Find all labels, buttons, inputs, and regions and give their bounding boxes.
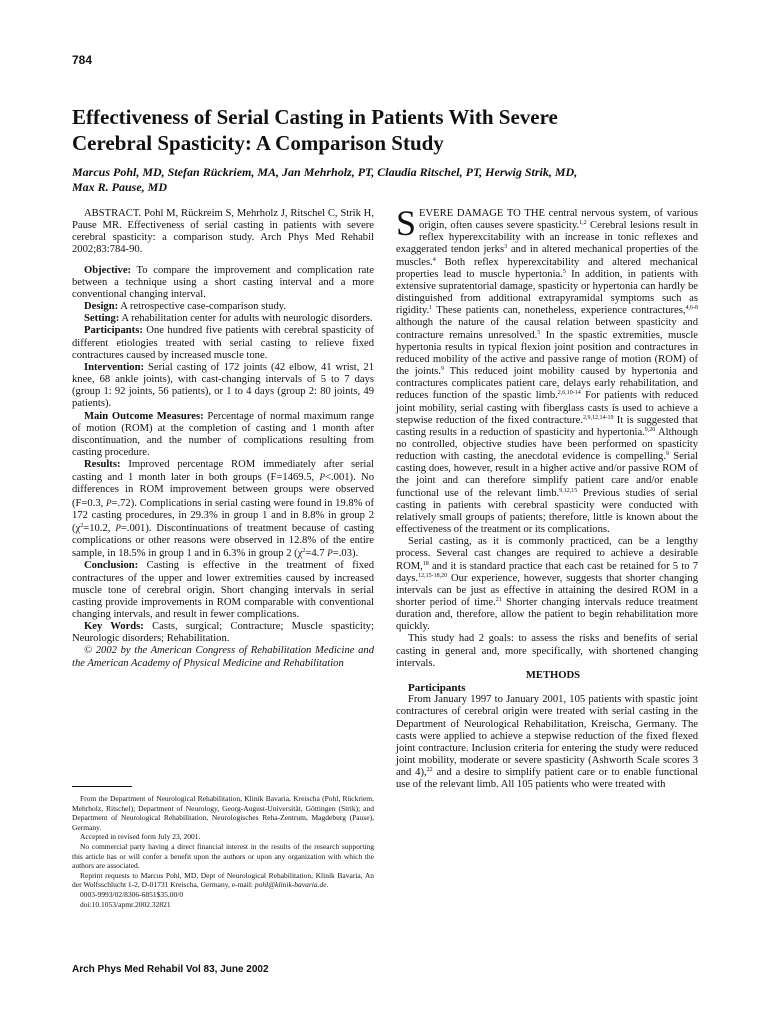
reference: 22 bbox=[426, 767, 433, 774]
intro-text: These patients can, nonetheless, experience contractures, bbox=[432, 305, 686, 317]
reprints-text: Reprint requests to Marcus Pohl, MD, Dept of Neurological Rehabilitation, Klinik Bavaria, An der Wolfsschlucht 1-2, D-01731 Kreischa, Germany, e-mail: bbox=[72, 870, 374, 890]
intro-text: and it is standard practice that each cast be retained for 5 to 7 days. bbox=[396, 560, 698, 584]
abstract-outcome-measures bbox=[72, 411, 374, 460]
setting-text: A rehabilitation center for adults with neurologic disorders. bbox=[119, 313, 373, 325]
intro-text: Both reflex hyperexcitability and altered mechanical properties lead to muscle hypertonia. bbox=[396, 256, 698, 280]
p-symbol: P bbox=[115, 522, 121, 533]
reference: 2,9,12,14-19 bbox=[582, 414, 614, 421]
superscript: 2 bbox=[302, 548, 306, 555]
abstract-results bbox=[72, 459, 374, 560]
intro-text: and in altered mechanical properties of the muscles. bbox=[396, 244, 698, 268]
authors-line-2: Max R. Pause, MD bbox=[72, 180, 168, 194]
results-label: Results: bbox=[84, 459, 121, 471]
superscript: 2 bbox=[80, 522, 84, 529]
methods-text: From January 1997 to January 2001, 105 patients with spastic joint contractures of cerebral origin were treated with serial casting in the Department of Neurological Rehabilitation, Kreischa, Germany. The casts were applied to achieve a stepwise reduction of the fixed flexed joint contracture. Inclusion criteria for entering the study were reduced joint mobility, moderate or severe spasticity (Ashworth Scale scores 3 and 4), bbox=[396, 694, 698, 779]
reference: 9,20 bbox=[644, 426, 656, 433]
reference: 9 bbox=[666, 451, 669, 458]
participants-heading: Participants bbox=[408, 682, 466, 695]
results-text-6: =4.7 bbox=[305, 548, 328, 560]
abstract-setting bbox=[72, 313, 374, 325]
methods-paragraph-1 bbox=[396, 694, 698, 791]
participants-label: Participants: bbox=[84, 325, 143, 337]
reference: 9 bbox=[440, 366, 444, 373]
results-text-1: Improved percentage ROM immediately after serial casting and 1 month later in both groups (F=1469.5, bbox=[72, 459, 374, 484]
reference: 9,12,15 bbox=[559, 487, 578, 494]
authors-line-1: Marcus Pohl, MD, Stefan Rückriem, MA, Jan Mehrholz, PT, Claudia Ritschel, PT, Herwig Strik, MD, bbox=[72, 165, 578, 179]
intro-text: This reduced joint mobility caused by hypertonia and contractures complicates patient care, delays early rehabilitation, and reduces function of the spastic limb. bbox=[396, 366, 698, 402]
p-symbol: P bbox=[106, 497, 112, 508]
reference: 2,6,10-14 bbox=[557, 390, 581, 397]
journal-footer: Arch Phys Med Rehabil Vol 83, June 2002 bbox=[72, 964, 269, 975]
reference: 4 bbox=[432, 256, 436, 263]
results-text-2: <.001). No differences in ROM improvement between groups were observed (F=0.3, bbox=[72, 472, 374, 509]
intro-text: Serial casting does, however, result in a higher active and/or passive ROM of the joint and can therefore simplify patient care and/or enable functional use of the relevant limb. bbox=[396, 451, 698, 499]
design-text: A retrospective case-comparison study. bbox=[118, 301, 287, 313]
keywords-label: Key Words: bbox=[84, 621, 144, 633]
reference: 5 bbox=[537, 329, 541, 336]
abstract-participants bbox=[72, 325, 374, 361]
outcome-label: Main Outcome Measures: bbox=[84, 410, 204, 422]
intro-text: Our experience, however, suggests that shorter changing intervals can be just as effective in attaining the desired ROM in a shorter period of time. bbox=[396, 572, 698, 608]
intro-text: Shorter changing intervals reduce treatment duration and, therefore, allow the patient to begin rehabilitation more quickly. bbox=[396, 597, 698, 633]
results-text-7: =.03). bbox=[332, 548, 359, 560]
conclusion-text: Casting is effective in the treatment of fixed contractures of the upper and lower extremities caused by increased muscle tone of cerebral origin. Short changing intervals in serial casting provide improvements in ROM comparable with conventional changing intervals, and result in fewer complications. bbox=[72, 560, 374, 620]
intro-paragraph-3: This study had 2 goals: to assess the risks and benefits of serial casting in general and, more specifically, with shortened changing intervals. bbox=[396, 633, 698, 669]
participants-text: One hundred five patients with cerebral spasticity of different etiologies treated with serial casting to relieve fixed contractures caused by increased muscle tone. bbox=[72, 325, 374, 361]
footnote-conflict: No commercial party having a direct financial interest in the results of the research supporting this article has or will confer a benefit upon the authors or upon any organization with which the authors are associated. bbox=[72, 841, 374, 871]
results-text-3: =.72). Complications in serial casting were found in 19.8% of 172 casting procedures, in 29.3% in group 1 and in 8.8% in group 2 (χ bbox=[72, 497, 374, 534]
conclusion-label: Conclusion: bbox=[84, 560, 139, 572]
abstract-design bbox=[72, 301, 374, 313]
abstract-conclusion bbox=[72, 560, 374, 621]
abstract-column bbox=[72, 208, 374, 670]
abstract-intervention bbox=[72, 362, 374, 411]
keywords-text: Casts, surgical; Contracture; Muscle spasticity; Neurologic disorders; Rehabilitation. bbox=[72, 621, 375, 645]
intro-text: central nervous system, of various origin, often causes severe spasticity. bbox=[419, 208, 698, 232]
email-link[interactable]: pohl@klinik-bavaria.de. bbox=[254, 880, 329, 890]
objective-text: To compare the improvement and complication rate between a technique using a short casting interval and a more conventional changing interval. bbox=[72, 264, 374, 300]
footnotes bbox=[72, 794, 374, 909]
outcome-text: Percentage of normal maximum range of motion (ROM) at the completion of casting and 1 month after discontinuation, and the number of complications resulting from casting procedure. bbox=[72, 410, 374, 458]
reference: 5 bbox=[562, 268, 566, 275]
p-symbol: P bbox=[327, 548, 333, 559]
footnote-divider bbox=[72, 786, 132, 787]
results-text-4: =10.2, bbox=[83, 522, 116, 534]
author-list bbox=[72, 165, 702, 195]
reference: 21 bbox=[495, 597, 502, 603]
intro-text: In the spastic extremities, muscle hypertonia results in typical flexion joint position and contractures in reduced mobility of the active and passive range of motion (ROM) of the joints. bbox=[396, 329, 698, 378]
footnote-accepted: Accepted in revised form July 23, 2001. bbox=[80, 832, 201, 842]
title-line-1: Effectiveness of Serial Casting in Patients With Severe bbox=[72, 105, 558, 129]
intro-paragraph-2 bbox=[396, 536, 698, 633]
drop-cap: S bbox=[396, 203, 417, 243]
body-column bbox=[396, 203, 698, 792]
abstract-objective bbox=[72, 265, 374, 301]
reference: 1 bbox=[429, 305, 433, 312]
copyright-notice: © 2002 by the American Congress of Rehabilitation Medicine and the American Academy of Physical Medicine and Rehabilitation bbox=[72, 645, 374, 669]
design-label: Design: bbox=[84, 301, 119, 313]
reference: 4,6-8 bbox=[685, 305, 698, 312]
footnote-issn: 0003-9993/02/8306-6851$35.00/0 bbox=[80, 889, 184, 899]
setting-label: Setting: bbox=[84, 313, 120, 325]
intro-text: although the nature of the causal relation between spasticity and contracture remains unresolved. bbox=[396, 317, 698, 341]
results-text-5: =.001). Discontinuations of treatment because of casting complications or other reasons were observed in 12.8% of the entire sample, in 18.5% in group 1 and in 6.3% in group 2 (χ bbox=[72, 522, 375, 560]
intro-text: In addition, in patients with extensive supratentorial damage, spasticity or hypertonia can hardly be distinguished from additional extrapyramidal symptoms such as rigidity. bbox=[396, 268, 698, 317]
reference: 3 bbox=[504, 244, 508, 251]
abstract-keywords bbox=[72, 621, 374, 645]
intervention-text: Serial casting of 172 joints (42 elbow, 41 wrist, 21 knee, 68 ankle joints), with cast-changing intervals of 5 to 7 days (group 1: 92 joints, 56 patients), or 1 to 4 days (group 2: 80 joints, 49 patients). bbox=[72, 361, 374, 410]
intro-caps: EVERE DAMAGE TO THE bbox=[419, 208, 545, 219]
intro-text: Cerebral lesions result in reflex hyperexcitability with an increase in tonic reflexes and exaggerated tendon jerks bbox=[396, 220, 698, 256]
reference: 12,15-18,20 bbox=[418, 572, 448, 579]
abstract-citation: ABSTRACT. Pohl M, Rückreim S, Mehrholz J, Ritschel C, Strik H, Pause MR. Effectiveness of serial casting in patients with severe cerebral spasticity: a comparison study. Arch Phys Med Rehabil 2002;83:784-90. bbox=[72, 208, 374, 256]
footnote-reprints bbox=[72, 871, 374, 890]
footnote-affiliations: From the Department of Neurological Rehabilitation, Klinik Bavaria, Kreischa (Pohl, Rückriem, Mehrholz, Ritschel); Department of Neurology, Georg-August-Universität, Göttingen (Strik); and Department of Neurological Rehabilitation, Neurologisches Reha-Zentrum, Magdeburg (Pause), Germany. bbox=[72, 794, 374, 832]
intro-paragraph-1 bbox=[396, 203, 698, 536]
intro-text: For patients with reduced joint mobility, serial casting with fiberglass casts is used to achieve a stepwise reduction of the fixed contracture. bbox=[396, 390, 698, 426]
objective-label: Objective: bbox=[84, 264, 132, 276]
p-symbol: P bbox=[319, 472, 326, 483]
reference: 1,2 bbox=[579, 220, 587, 227]
methods-text: and a desire to simplify patient care or to enable functional use of the relevant limb. All 105 patients who were treated with bbox=[396, 767, 698, 791]
page-number: 784 bbox=[72, 53, 93, 67]
intro-text: It is suggested that casting results in a reduction of spasticity and hypertonia. bbox=[396, 414, 698, 438]
reference: 18 bbox=[422, 560, 429, 567]
intro-text: Although no controlled, objective studies have been performed on spasticity reduction with casting, the anecdotal evidence is compelling. bbox=[396, 426, 698, 463]
methods-heading: METHODS bbox=[525, 669, 581, 681]
article-title bbox=[72, 104, 692, 156]
footnote-doi: doi:10.1053/apmr.2002.32821 bbox=[80, 899, 171, 909]
intro-text: Serial casting, as it is commonly practiced, can be a lengthy process. Several cast changes are required to achieve a desirable ROM, bbox=[396, 536, 698, 572]
intro-text: Previous studies of serial casting in patients with cerebral spasticity were conducted with relatively small groups of patients; therefore, little is known about the effectiveness of the treatment or its complications. bbox=[396, 487, 698, 536]
intervention-label: Intervention: bbox=[84, 361, 145, 373]
title-line-2: Cerebral Spasticity: A Comparison Study bbox=[72, 131, 444, 155]
